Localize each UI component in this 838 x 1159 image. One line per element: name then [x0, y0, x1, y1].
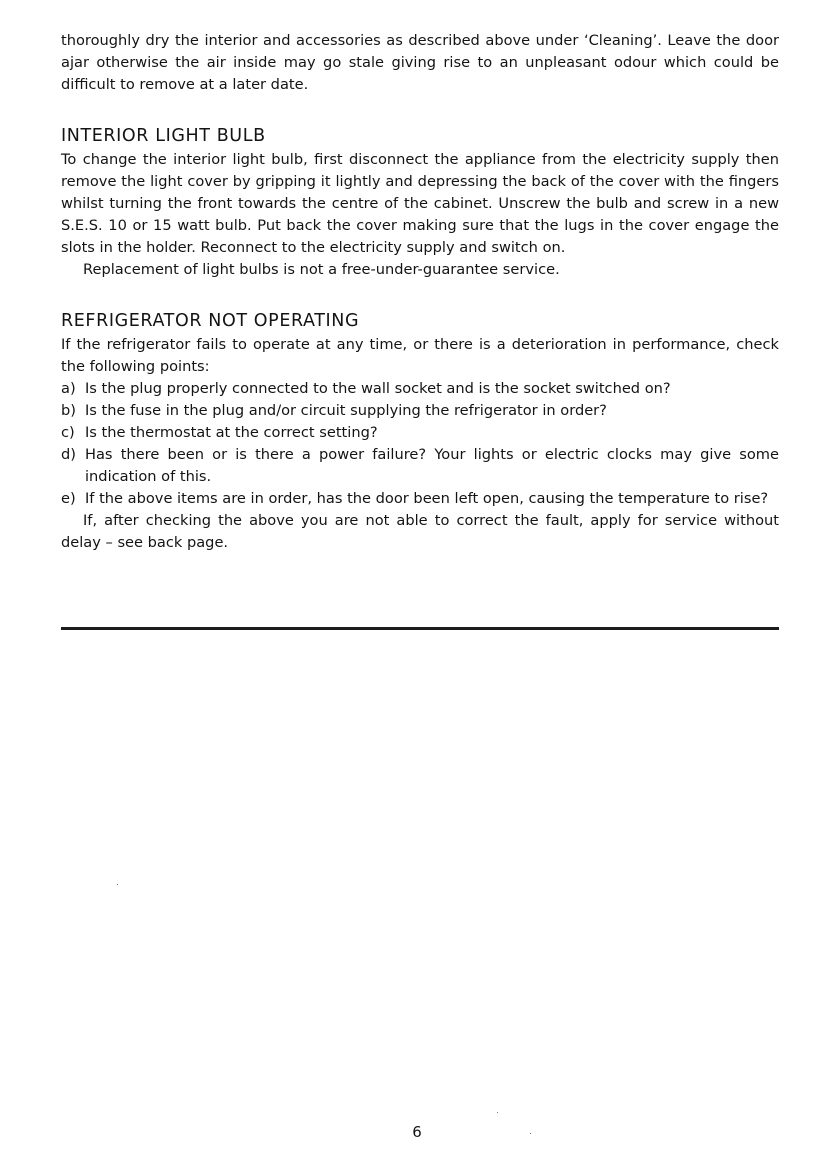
list-item-text: Has there been or is there a power failure? Your lights or electric clocks may give some indication of this. — [85, 446, 779, 485]
list-item — [61, 422, 779, 444]
list-item — [61, 400, 779, 422]
intro-paragraph: thoroughly dry the interior and accessories as described above under ‘Cleaning’. Leave the door ajar otherwise the air inside may go stale giving rise to an unpleasant odour which could be difficult to remove at a later date. — [61, 32, 779, 93]
list-item-text: If the above items are in order, has the door been left open, causing the temperature to rise? — [85, 490, 769, 507]
paragraph: To change the interior light bulb, first disconnect the appliance from the electricity supply then remove the light cover by gripping it lightly and depressing the back of the cover with the fingers whilst turning the front towards the centre of the cabinet. Unscrew the bulb and screw in a new S.E.S. 10 or 15 watt bulb. Put back the cover making sure that the lugs in the cover engage the slots in the holder. Reconnect to the electricity supply and switch on. — [61, 151, 779, 256]
list-item — [61, 378, 779, 400]
list-marker: a) — [61, 380, 76, 397]
scan-speck — [117, 884, 118, 885]
section-heading: REFRIGERATOR NOT OPERATING — [61, 311, 360, 331]
section-interior-light-bulb — [61, 125, 779, 281]
page-number: 6 — [412, 1123, 422, 1141]
list-marker: c) — [61, 424, 75, 441]
document-page — [61, 30, 779, 583]
list-item — [61, 444, 779, 488]
list-marker: e) — [61, 490, 76, 507]
list-item-text: Is the thermostat at the correct setting? — [85, 424, 378, 441]
section-heading: INTERIOR LIGHT BULB — [61, 126, 266, 146]
horizontal-rule — [61, 627, 779, 630]
list-item-text: Is the plug properly connected to the wall socket and is the socket switched on? — [85, 380, 671, 397]
paragraph: Replacement of light bulbs is not a free-under-guarantee service. — [83, 261, 560, 278]
scan-speck — [530, 1133, 531, 1134]
checklist — [61, 378, 779, 510]
paragraph: If the refrigerator fails to operate at any time, or there is a deterioration in performance, check the following points: — [61, 336, 779, 375]
section-refrigerator-not-operating — [61, 310, 779, 554]
list-item — [61, 488, 779, 510]
list-marker: b) — [61, 402, 76, 419]
list-item-text: Is the fuse in the plug and/or circuit supplying the refrigerator in order? — [85, 402, 607, 419]
scan-speck — [497, 1112, 498, 1113]
list-marker: d) — [61, 446, 76, 463]
paragraph: If, after checking the above you are not able to correct the fault, apply for service without delay – see back page. — [61, 512, 779, 551]
